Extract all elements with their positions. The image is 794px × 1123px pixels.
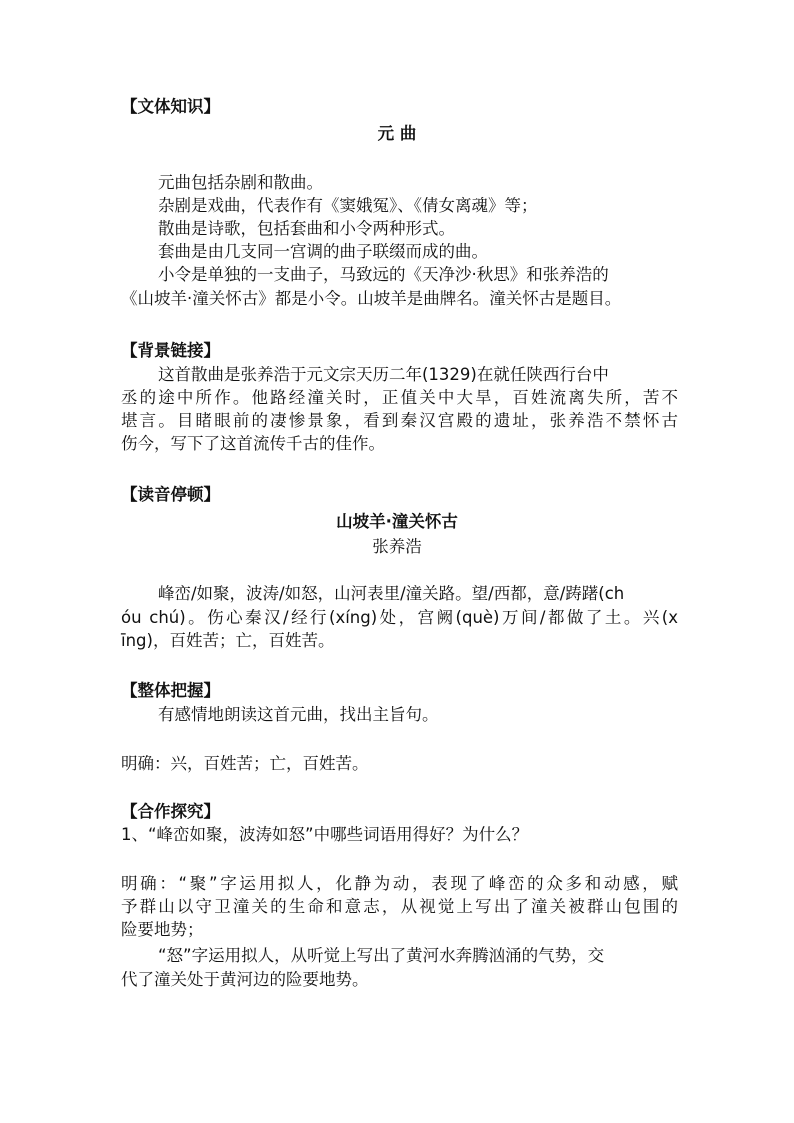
poem-line: óu chú)。伤心秦汉/经行(xíng)处，宫阙(què)万间/都做了土。兴(x bbox=[121, 608, 678, 627]
answer-line: “怒”字运用拟人，从听觉上写出了黄河水奔腾汹涌的气势，交 bbox=[158, 946, 605, 965]
poem-line: īng)，百姓苦；亡，百姓苦。 bbox=[121, 631, 335, 650]
poem-title: 山坡羊·潼关怀古 bbox=[336, 512, 458, 531]
paragraph: 套曲是由几支同一宫调的曲子联缀而成的曲。 bbox=[158, 242, 488, 261]
answer-line: 明确：“聚”字运用拟人，化静为动，表现了峰峦的众多和动感，赋 bbox=[121, 874, 678, 893]
section-heading-beijing: 【背景链接】 bbox=[121, 341, 220, 360]
answer-text: 明确：兴，百姓苦；亡，百姓苦。 bbox=[121, 754, 369, 773]
paragraph-line: 这首散曲是张养浩于元文宗天历二年(1329)在就任陕西行台中 bbox=[158, 365, 609, 384]
paragraph-block bbox=[121, 386, 678, 455]
paragraph-line: 丞的途中所作。他路经潼关时，正值关中大旱，百姓流离失所，苦不 bbox=[121, 388, 678, 407]
paragraph-line: 堪言。目睹眼前的凄惨景象，看到秦汉宫殿的遗址，张养浩不禁怀古 bbox=[121, 411, 678, 430]
answer-line: 险要地势； bbox=[121, 920, 204, 939]
section-heading-duyin: 【读音停顿】 bbox=[121, 485, 220, 504]
poem-author: 张养浩 bbox=[372, 537, 422, 556]
paragraph-line: 伤今，写下了这首流传千古的佳作。 bbox=[121, 434, 385, 453]
paragraph-line: 小令是单独的一支曲子，马致远的《天净沙·秋思》和张养浩的 bbox=[158, 265, 609, 284]
section-heading-zhengti: 【整体把握】 bbox=[121, 681, 220, 700]
paragraph: 散曲是诗歌，包括套曲和小令两种形式。 bbox=[158, 219, 455, 238]
paragraph: 元曲包括杂剧和散曲。 bbox=[158, 173, 323, 192]
section-heading-hezuo: 【合作探究】 bbox=[121, 802, 220, 821]
section-heading-wenti: 【文体知识】 bbox=[121, 97, 220, 116]
poem-line: 峰峦/如聚，波涛/如怒，山河表里/潼关路。望/西都，意/踌躇(ch bbox=[158, 584, 625, 603]
answer-line: 代了潼关处于黄河边的险要地势。 bbox=[121, 970, 369, 989]
answer-line: 予群山以守卫潼关的生命和意志，从视觉上写出了潼关被群山包围的 bbox=[121, 897, 678, 916]
section-title-yuanqu: 元 曲 bbox=[377, 124, 417, 143]
question-text: 1、“峰峦如聚，波涛如怒”中哪些词语用得好？为什么？ bbox=[121, 825, 529, 844]
paragraph: 杂剧是戏曲，代表作有《窦娥冤》、《倩女离魂》等； bbox=[158, 196, 538, 215]
paragraph-line: 《山坡羊·潼关怀古》都是小令。山坡羊是曲牌名。潼关怀古是题目。 bbox=[121, 289, 622, 308]
task-text: 有感情地朗读这首元曲，找出主旨句。 bbox=[158, 705, 439, 724]
poem-block bbox=[121, 606, 678, 652]
answer-block bbox=[121, 872, 678, 941]
